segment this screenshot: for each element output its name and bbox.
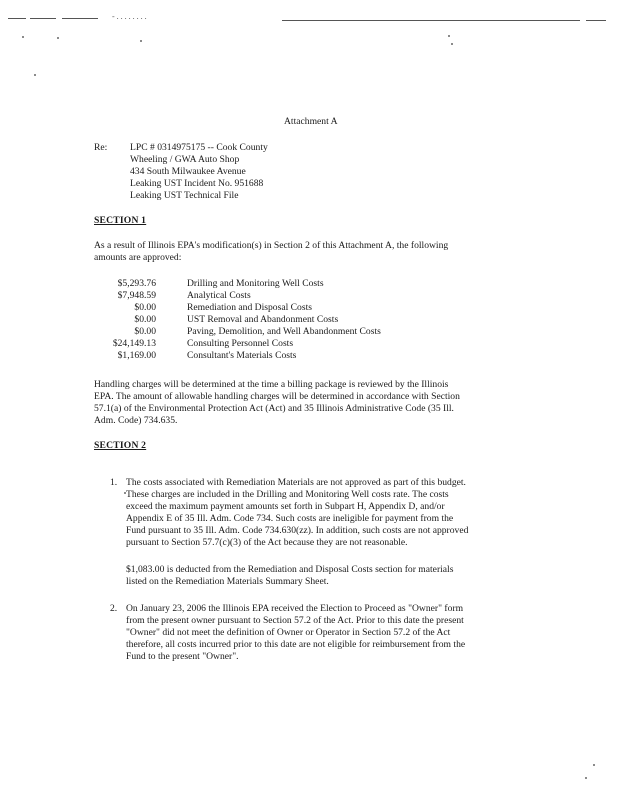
re-line-incident: Leaking UST Incident No. 951688 — [130, 178, 264, 189]
item-line: "Owner" did not meet the definition of Owner or Operator in Section 57.2 of the Act — [126, 627, 451, 638]
scan-mark — [30, 18, 56, 19]
item-line: The costs associated with Remediation Materials are not approved as part of this budget. — [126, 477, 466, 488]
item-line: These charges are included in the Drilling and Monitoring Well costs rate. The costs — [126, 489, 449, 500]
cost-amount: $1,169.00 — [117, 350, 156, 361]
item-line: Fund to the present "Owner". — [126, 651, 239, 662]
fax-header-fragment: - . . . . . . . . — [112, 12, 147, 21]
scan-mark — [586, 20, 606, 21]
handling-charges-line: Handling charges will be determined at the time a billing package is reviewed by the Illinois — [94, 379, 449, 390]
cost-amount: $0.00 — [134, 326, 156, 337]
item-note-line: $1,083.00 is deducted from the Remediation and Disposal Costs section for materials — [126, 564, 454, 575]
cost-amount: $5,293.76 — [117, 278, 156, 289]
re-label: Re: — [94, 142, 108, 153]
scan-mark — [8, 18, 26, 19]
re-line-site: Wheeling / GWA Auto Shop — [130, 154, 240, 165]
re-line-address: 434 South Milwaukee Avenue — [130, 166, 246, 177]
item-line: Appendix E of 35 Ill. Adm. Code 734. Such costs are ineligible for payment from the — [126, 513, 454, 524]
item-line: therefore, all costs incurred prior to this date are not eligible for reimbursement from the — [126, 639, 466, 650]
section-1-heading: SECTION 1 — [94, 215, 147, 226]
scan-speck — [448, 35, 450, 37]
item-line: pursuant to Section 57.7(c)(3) of the Act because they are not reasonable. — [126, 537, 408, 548]
scan-speck — [451, 43, 453, 45]
scan-speck — [140, 40, 142, 42]
section-1-intro-line: As a result of Illinois EPA's modification(s) in Section 2 of this Attachment A, the following — [94, 240, 449, 251]
cost-label: UST Removal and Abandonment Costs — [187, 314, 339, 325]
item-line: exceed the maximum payment amounts set forth in Subpart H, Appendix D, and/or — [126, 501, 445, 512]
handling-charges-line: Adm. Code) 734.635. — [94, 415, 178, 426]
section-1-intro-line: amounts are approved: — [94, 252, 182, 263]
re-line-lpc: LPC # 0314975175 -- Cook County — [130, 142, 268, 153]
scan-speck — [585, 777, 587, 779]
cost-label: Paving, Demolition, and Well Abandonment Costs — [187, 326, 381, 337]
item-note-line: listed on the Remediation Materials Summary Sheet. — [126, 576, 329, 587]
cost-amount: $0.00 — [134, 302, 156, 313]
item-number: 2. — [110, 603, 118, 614]
cost-label: Analytical Costs — [187, 290, 251, 301]
item-line: from the present owner pursuant to Section 57.2 of the Act. Prior to this date the present — [126, 615, 464, 626]
cost-amount: $0.00 — [134, 314, 156, 325]
cost-amount: $24,149.13 — [112, 338, 156, 349]
item-number: 1. — [110, 477, 118, 488]
cost-label: Consultant's Materials Costs — [187, 350, 297, 361]
scan-speck — [22, 36, 24, 38]
attachment-title: Attachment A — [284, 116, 338, 127]
cost-label: Consulting Personnel Costs — [187, 338, 294, 349]
fax-header-rule — [282, 20, 580, 21]
cost-label: Drilling and Monitoring Well Costs — [187, 278, 324, 289]
item-line: On January 23, 2006 the Illinois EPA received the Election to Proceed as "Owner" form — [126, 603, 464, 614]
handling-charges-line: EPA. The amount of allowable handling charges will be determined in accordance with Section — [94, 391, 460, 402]
scan-mark — [62, 18, 98, 19]
cost-amount: $7,948.59 — [117, 290, 156, 301]
scan-speck — [57, 37, 59, 39]
cost-label: Remediation and Disposal Costs — [187, 302, 312, 313]
handling-charges-line: 57.1(a) of the Environmental Protection Act (Act) and 35 Illinois Administrative Code (35 Ill. — [94, 403, 454, 414]
scan-speck — [34, 74, 36, 76]
section-2-heading: SECTION 2 — [94, 440, 147, 451]
item-line: Fund pursuant to 35 Ill. Adm. Code 734.630(zz). In addition, such costs are not approved — [126, 525, 469, 536]
scan-speck — [593, 764, 595, 766]
re-line-file: Leaking UST Technical File — [130, 190, 239, 201]
